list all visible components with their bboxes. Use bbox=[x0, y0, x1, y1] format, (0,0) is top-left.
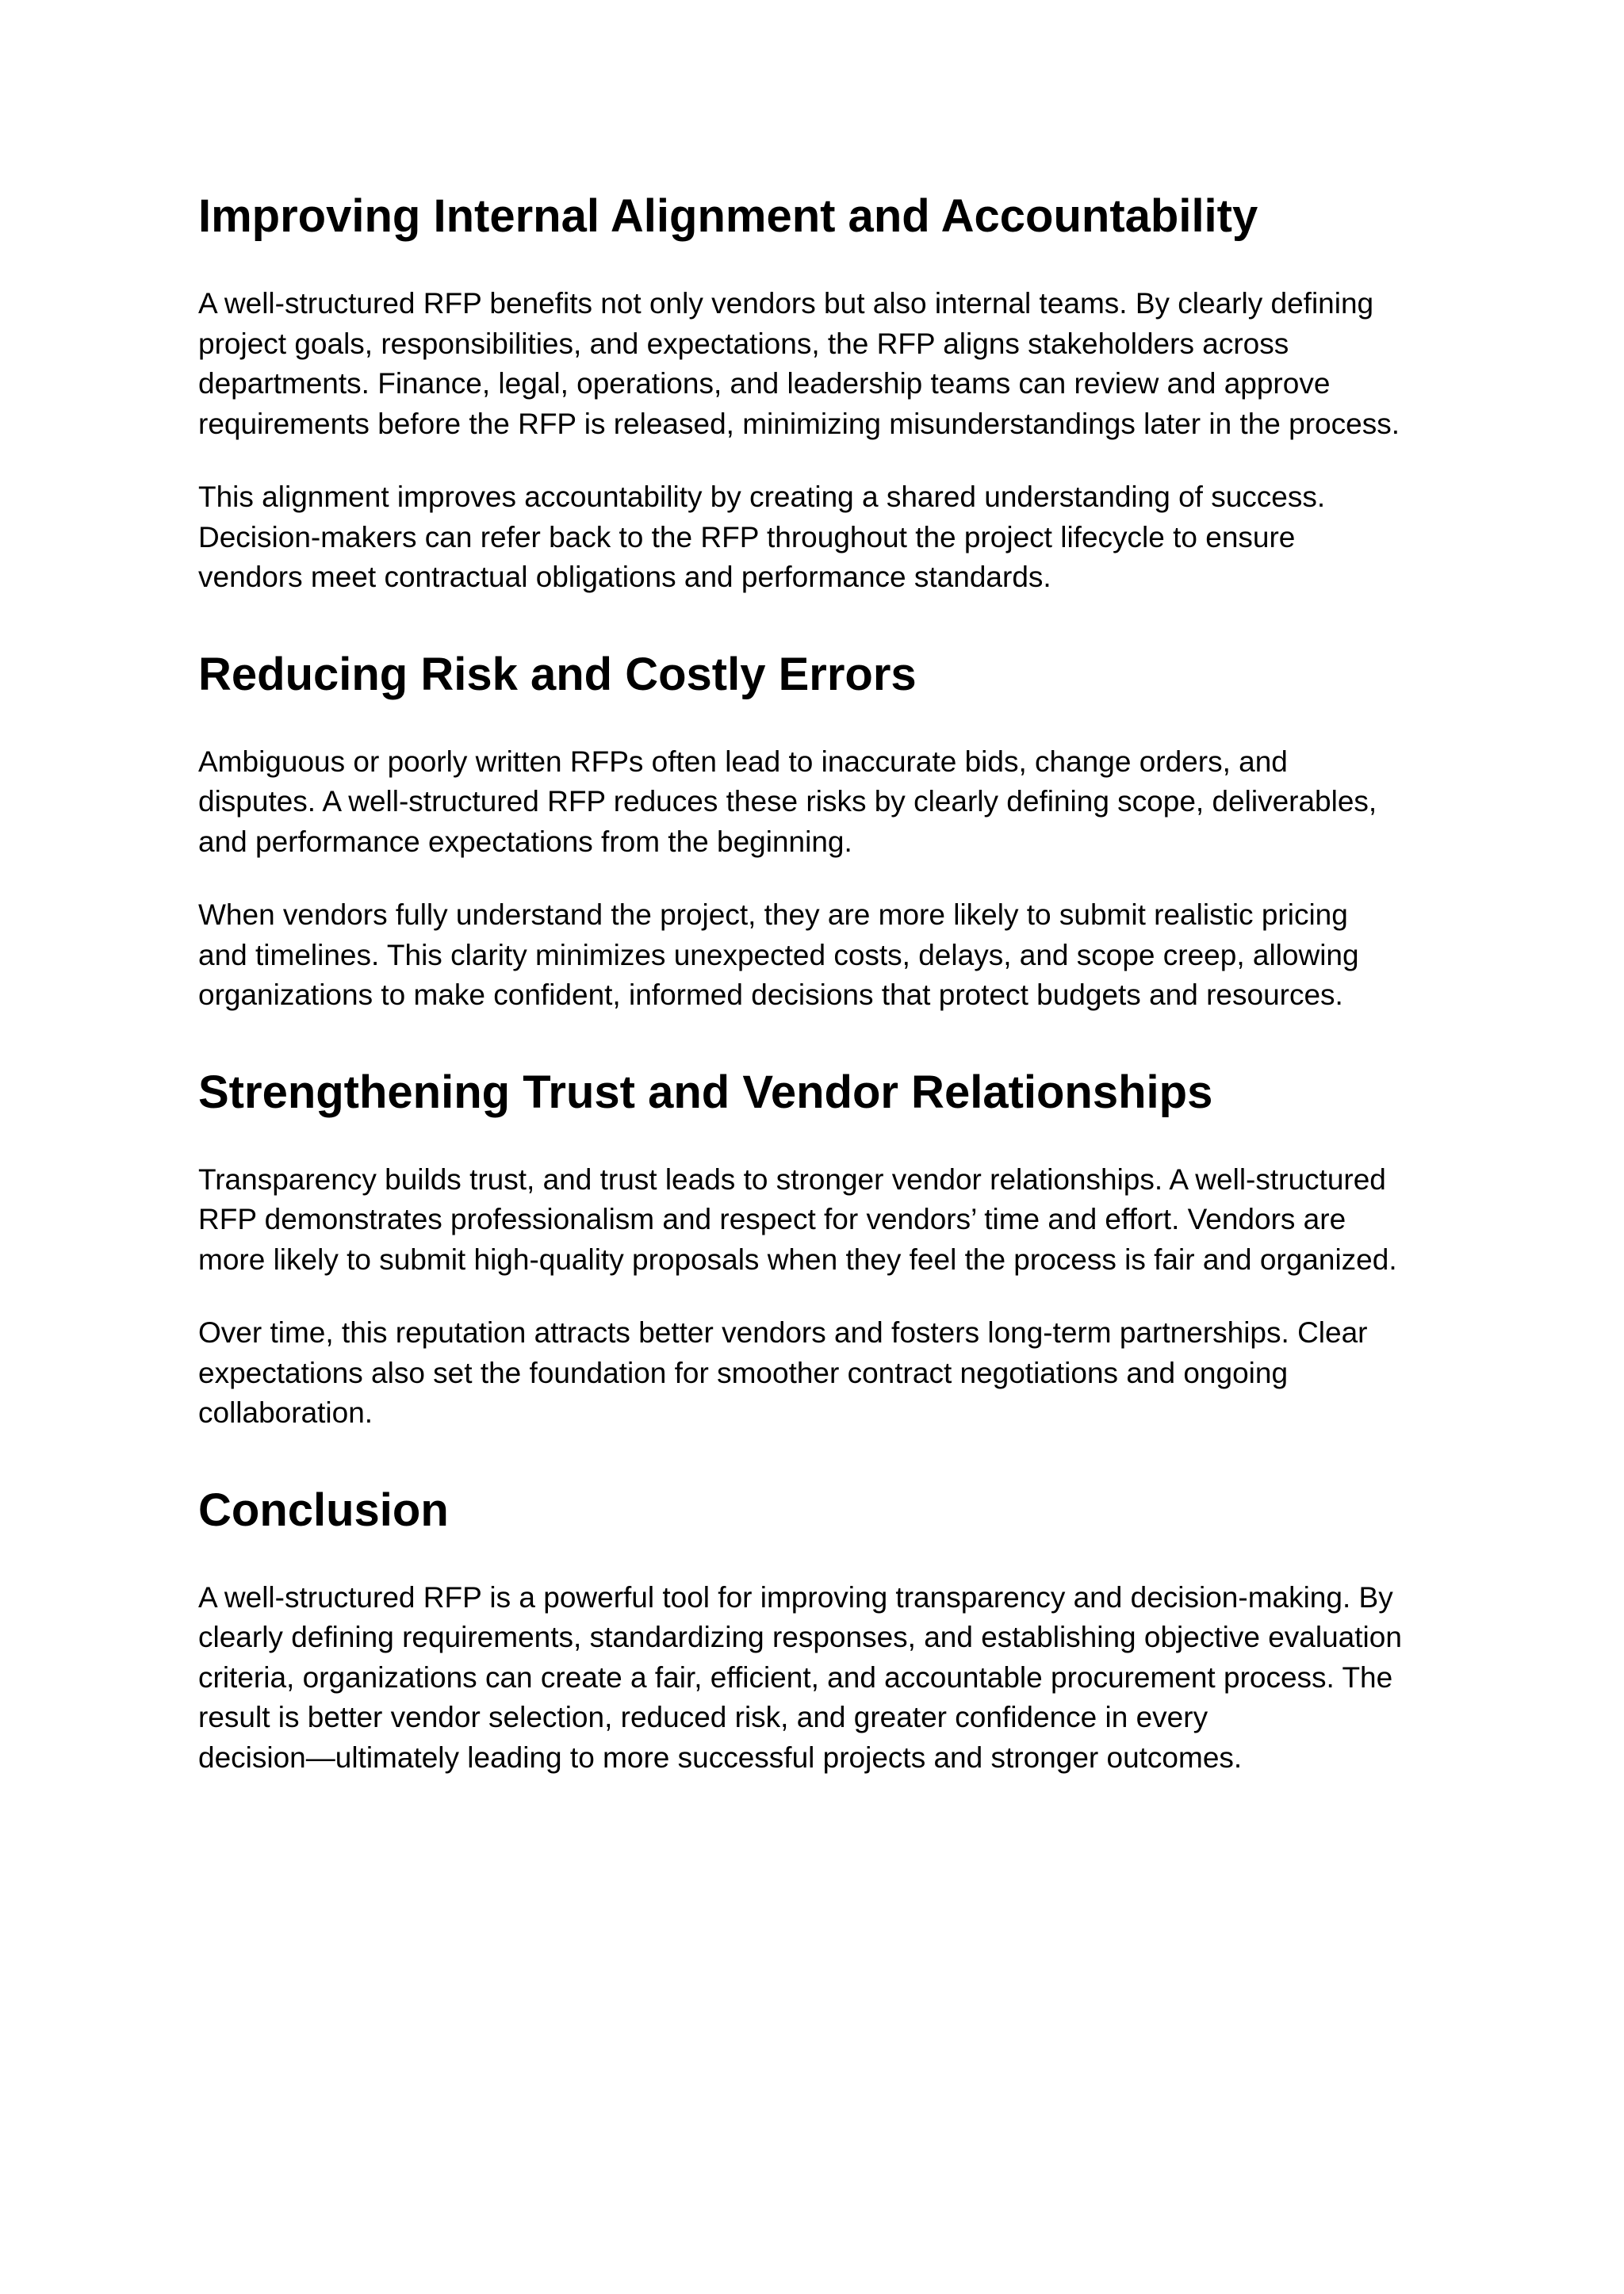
paragraph-line: disputes. A well-structured RFP reduces these risks by clearly defining scope, deliverables, bbox=[198, 785, 1377, 818]
paragraph-line: collaboration. bbox=[198, 1396, 373, 1429]
paragraph bbox=[198, 895, 1467, 1016]
paragraph-line: and performance expectations from the beginning. bbox=[198, 825, 852, 858]
paragraph bbox=[198, 742, 1467, 863]
section-conclusion bbox=[198, 1483, 1467, 1779]
paragraph-line: Transparency builds trust, and trust leads to stronger vendor relationships. A well-structured bbox=[198, 1162, 1386, 1196]
section-internal-alignment bbox=[198, 189, 1467, 598]
paragraph-line: When vendors fully understand the project, they are more likely to submit realistic pricing bbox=[198, 898, 1348, 931]
paragraph-line: project goals, responsibilities, and expectations, the RFP aligns stakeholders across bbox=[198, 327, 1289, 360]
paragraph-line: expectations also set the foundation for smoother contract negotiations and ongoing bbox=[198, 1356, 1289, 1389]
section-heading: Conclusion bbox=[198, 1484, 449, 1536]
section-trust-vendor-relationships bbox=[198, 1065, 1467, 1434]
paragraph-line: Over time, this reputation attracts better vendors and fosters long-term partnerships. Clear bbox=[198, 1316, 1368, 1349]
paragraph-line: result is better vendor selection, reduced risk, and greater confidence in every bbox=[198, 1701, 1208, 1733]
paragraph-line: decision—ultimately leading to more successful projects and stronger outcomes. bbox=[198, 1741, 1243, 1774]
paragraph bbox=[198, 1313, 1467, 1434]
paragraph-line: clearly defining requirements, standardizing responses, and establishing objective evaluation bbox=[198, 1621, 1402, 1653]
section-heading: Strengthening Trust and Vendor Relationships bbox=[198, 1066, 1213, 1118]
paragraph bbox=[198, 1160, 1467, 1281]
section-heading: Improving Internal Alignment and Accountability bbox=[198, 190, 1258, 242]
paragraph bbox=[198, 1578, 1467, 1779]
paragraph bbox=[198, 284, 1467, 444]
paragraph-line: This alignment improves accountability by creating a shared understanding of success. bbox=[198, 481, 1326, 513]
paragraph-line: RFP demonstrates professionalism and respect for vendors’ time and effort. Vendors are bbox=[198, 1203, 1346, 1235]
paragraph-line: Decision-makers can refer back to the RFP throughout the project lifecycle to ensure bbox=[198, 520, 1296, 553]
paragraph-line: Ambiguous or poorly written RFPs often lead to inaccurate bids, change orders, and bbox=[198, 745, 1288, 778]
paragraph-line: criteria, organizations can create a fair, efficient, and accountable procurement process. The bbox=[198, 1660, 1393, 1694]
paragraph-line: requirements before the RFP is released, minimizing misunderstandings later in the process. bbox=[198, 407, 1400, 440]
paragraph-line: and timelines. This clarity minimizes unexpected costs, delays, and scope creep, allowing bbox=[198, 938, 1359, 971]
paragraph-line: vendors meet contractual obligations and performance standards. bbox=[198, 561, 1051, 593]
paragraph-line: organizations to make confident, informed decisions that protect budgets and resources. bbox=[198, 978, 1343, 1011]
paragraph-line: A well-structured RFP benefits not only vendors but also internal teams. By clearly defining bbox=[198, 287, 1374, 320]
section-heading: Reducing Risk and Costly Errors bbox=[198, 648, 917, 700]
paragraph-line: A well-structured RFP is a powerful tool for improving transparency and decision-making. By bbox=[198, 1580, 1393, 1614]
section-reducing-risk bbox=[198, 647, 1467, 1016]
document-page bbox=[198, 189, 1467, 1811]
paragraph-line: departments. Finance, legal, operations, and leadership teams can review and approve bbox=[198, 367, 1331, 400]
paragraph bbox=[198, 477, 1467, 598]
paragraph-line: more likely to submit high-quality proposals when they feel the process is fair and organized. bbox=[198, 1243, 1397, 1276]
